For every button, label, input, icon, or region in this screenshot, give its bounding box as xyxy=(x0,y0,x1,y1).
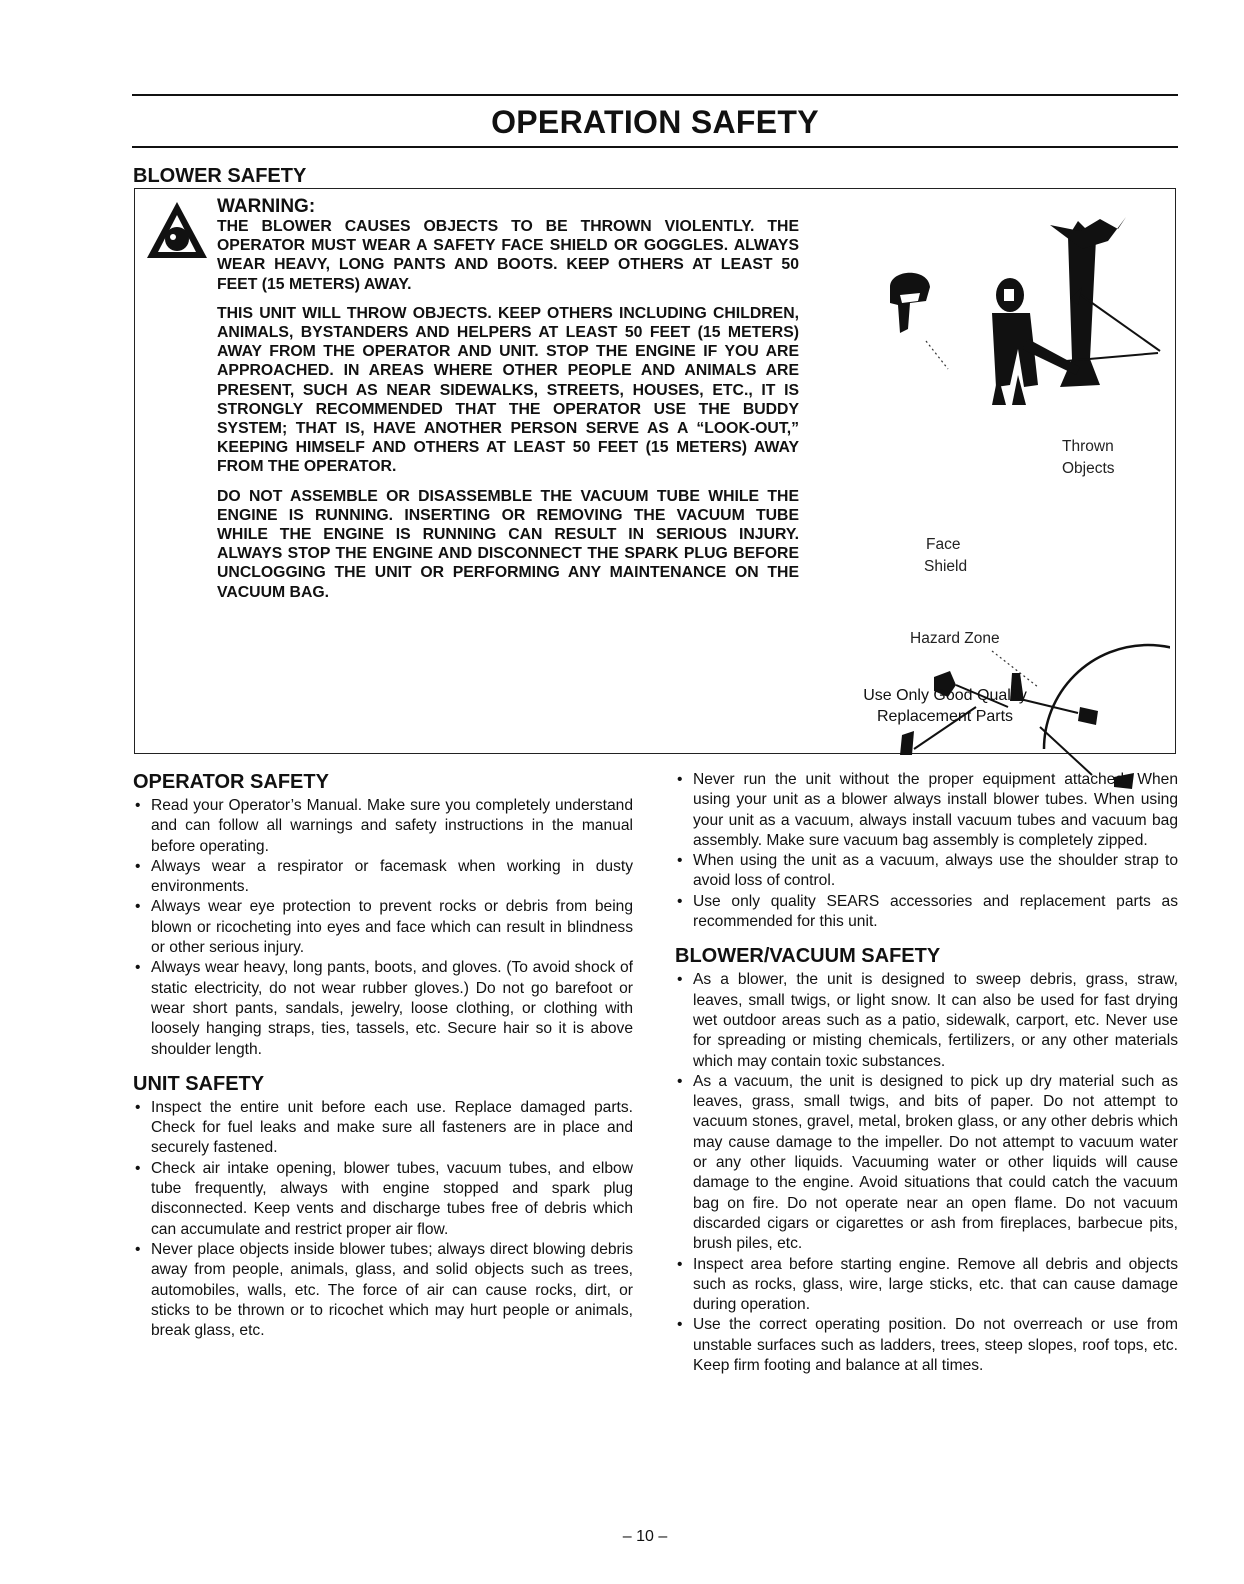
diagram-caption xyxy=(815,685,1075,727)
blower-vacuum-safety-list xyxy=(675,970,1178,1376)
warning-text xyxy=(217,197,799,612)
face-shield-icon xyxy=(890,273,930,333)
equipment-safety-list xyxy=(675,770,1178,932)
unit-safety-list xyxy=(133,1098,633,1342)
list-item: • Never run the unit without the proper equipment attached. When using your unit as a blower always install blower tubes. When using your unit as a vacuum, always install vacuum tubes and vacuum bag assembly. Make sure vacuum bag assembly is completely zipped. xyxy=(675,770,1178,851)
list-item: • Always wear a respirator or facemask when working in dusty environments. xyxy=(133,857,633,898)
warning-paragraph: THIS UNIT WILL THROW OBJECTS. KEEP OTHERS INCLUDING CHILDREN, ANIMALS, BYSTANDERS AND HELPERS AT LEAST 50 FEET (15 METERS) AWAY FROM THE OPERATOR AND UNIT. STOP THE ENGINE IF YOU ARE APPROACHED. IN AREAS WHERE OTHER PEOPLE AND ANIMALS ARE PRESENT, SUCH AS NEAR SIDEWALKS, STREETS, HOUSES, ETC., IT IS STRONGLY RECOMMENDED THAT THE OPERATOR USE THE BUDDY SYSTEM; THAT IS, HAVE ANOTHER PERSON SERVE AS A “LOOK-OUT,” KEEPING HIMSELF AND OTHERS AT LEAST 50 FEET (15 METERS) AWAY FROM THE OPERATOR. xyxy=(217,304,799,476)
page-number: – 10 – xyxy=(622,1528,668,1545)
blower-safety-heading: BLOWER SAFETY xyxy=(133,165,307,187)
label-face: Face xyxy=(926,536,961,553)
list-item: • Never place objects inside blower tubes; always direct blowing debris away from people, animals, glass, and solid objects such as trees, automobiles, walls, etc. The force of air can cause rocks, dirt, or sticks to be thrown or to ricochet which may hurt people or animals, break glass, etc. xyxy=(133,1240,633,1341)
page-title: OPERATION SAFETY xyxy=(491,104,819,140)
unit-safety-heading: UNIT SAFETY xyxy=(133,1072,265,1095)
list-item: • As a blower, the unit is designed to sweep debris, grass, straw, leaves, small twigs, or light snow. It can also be used for fast drying wet outdoor areas such as a patio, sidewalk, carport, etc. Never use for spreading or misting chemicals, fertilizers, or any other materials which may contain toxic substances. xyxy=(675,970,1178,1071)
list-item: • Always wear eye protection to prevent rocks or debris from being blown or ricocheting into eyes and face which can result in blindness or other serious injury. xyxy=(133,897,633,958)
list-item: • Use the correct operating position. Do not overreach or use from unstable surfaces such as ladders, trees, steep slopes, roof tops, etc. Keep firm footing and balance at all times. xyxy=(675,1315,1178,1376)
operator-safety-list xyxy=(133,796,633,1060)
warning-paragraph: DO NOT ASSEMBLE OR DISASSEMBLE THE VACUUM TUBE WHILE THE ENGINE IS RUNNING. INSERTING OR REMOVING THE VACUUM TUBE WHILE THE ENGINE IS RUNNING CAN RESULT IN SERIOUS INJURY. ALWAYS STOP THE ENGINE AND DISCONNECT THE SPARK PLUG BEFORE UNCLOGGING THE UNIT OR PERFORMING ANY MAINTENANCE ON THE VACUUM BAG. xyxy=(217,487,799,601)
list-item: • Inspect area before starting engine. Remove all debris and objects such as rocks, glass, wire, large sticks, etc. that can cause damage during operation. xyxy=(675,1255,1178,1316)
list-item: • As a vacuum, the unit is designed to pick up dry material such as leaves, grass, small twigs, and bits of paper. Do not attempt to vacuum stones, gravel, metal, broken glass, or any other debris which may cause damage to the impeller. Do not attempt to vacuum water or any other liquids. Vacuuming water or other liquids will cause damage to the engine. Avoid situations that could catch the vacuum bag on fire. Do not operate near an open flame. Do not vacuum discarded cigars or cigarettes or ash from fireplaces, barbecue pits, brush piles, etc. xyxy=(675,1072,1178,1255)
blower-vacuum-safety-heading: BLOWER/VACUUM SAFETY xyxy=(675,945,941,968)
warning-title: WARNING: xyxy=(217,196,316,217)
warning-paragraph: THE BLOWER CAUSES OBJECTS TO BE THROWN VIOLENTLY. THE OPERATOR MUST WEAR A SAFETY FACE SHIELD OR GOGGLES. ALWAYS WEAR HEAVY, LONG PANTS AND BOOTS. KEEP OTHERS AT LEAST 50 FEET (15 METERS) AWAY. xyxy=(217,218,799,293)
top-rule xyxy=(132,94,1178,96)
warning-box xyxy=(134,188,1176,754)
warning-triangle-icon xyxy=(145,199,209,261)
list-item: • Read your Operator’s Manual. Make sure you completely understand and can follow all warnings and safety instructions in the manual before operating. xyxy=(133,796,633,857)
caption-line-2: Replacement Parts xyxy=(876,708,1014,725)
list-item: • Check air intake opening, blower tubes, vacuum tubes, and elbow tube frequently, always with engine stopped and spark plug disconnected. Keep vents and discharge tubes free of debris which can accumulate and restrict proper air flow. xyxy=(133,1159,633,1240)
caption-line-1: Use Only Good Quality xyxy=(863,687,1027,704)
label-objects: Objects xyxy=(1062,460,1115,477)
list-item: • Use only quality SEARS accessories and replacement parts as recommended for this unit. xyxy=(675,892,1178,933)
list-item: • Always wear heavy, long pants, boots, and gloves. (To avoid shock of static electricity, do not wear rubber gloves.) Do not go barefoot or wear short pants, sandals, jewelry, loose clothing, or clothing with loosely hanging straps, ties, tassels, etc. Secure hair so it is above shoulder length. xyxy=(133,958,633,1059)
label-thrown: Thrown xyxy=(1062,438,1114,455)
label-shield: Shield xyxy=(924,558,968,575)
title-rule xyxy=(132,146,1178,148)
list-item: • Inspect the entire unit before each use. Replace damaged parts. Check for fuel leaks and make sure all fasteners are in place and securely fastened. xyxy=(133,1098,633,1159)
left-column xyxy=(133,770,633,1353)
operator-safety-heading: OPERATOR SAFETY xyxy=(133,771,329,793)
label-hazard-zone: Hazard Zone xyxy=(910,630,1000,647)
list-item: • When using the unit as a vacuum, always use the shoulder strap to avoid loss of control. xyxy=(675,851,1178,892)
right-column xyxy=(675,770,1178,1388)
